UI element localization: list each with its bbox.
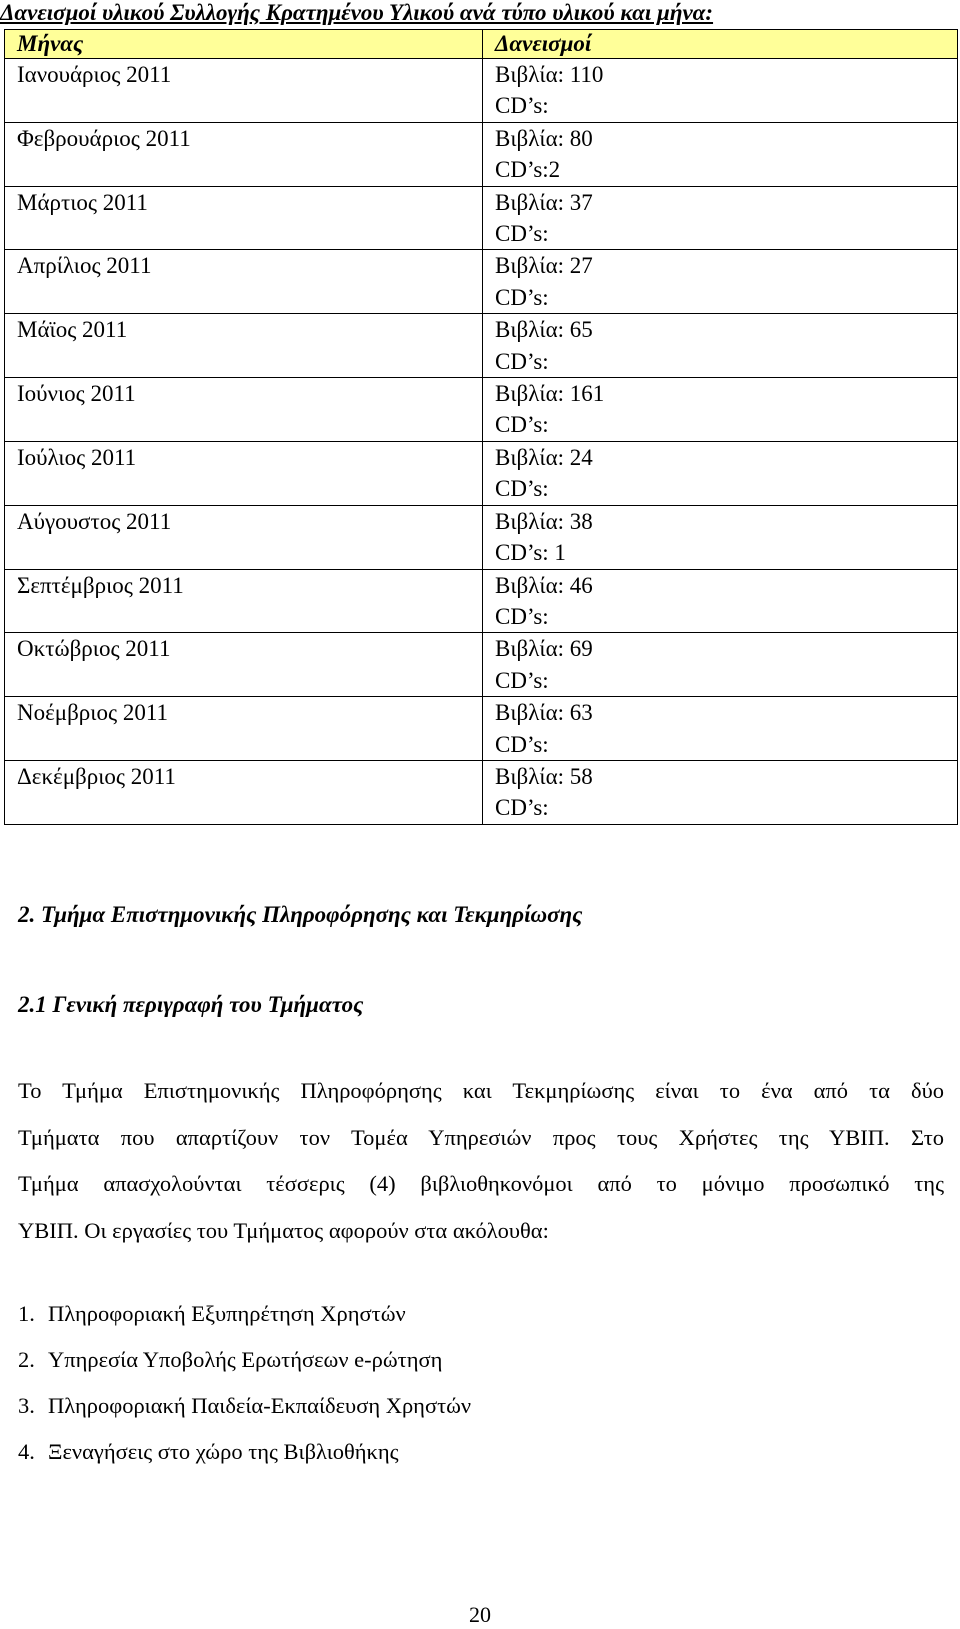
- month-cell: Οκτώβριος 2011: [5, 633, 483, 697]
- month-cell: Μάρτιος 2011: [5, 186, 483, 250]
- list-item-text: Ξεναγήσεις στο χώρο της Βιβλιοθήκης: [48, 1439, 399, 1464]
- list-item-text: Υπηρεσία Υποβολής Ερωτήσεων e-ρώτηση: [48, 1347, 443, 1372]
- list-item: [18, 1393, 471, 1439]
- cds-count: CD’s:: [495, 476, 549, 502]
- cds-count: CD’s:: [495, 348, 549, 374]
- table-row: [5, 633, 958, 697]
- table-row: [5, 569, 958, 633]
- books-count: Βιβλία: 46: [495, 572, 593, 598]
- table-header-row: [5, 30, 958, 59]
- loans-cell: [483, 314, 958, 378]
- header-loans: Δανεισμοί: [483, 30, 958, 59]
- table-heading: Δανεισμοί υλικού Συλλογής Κρατημένου Υλικού ανά τύπο υλικού και μήνα:: [0, 0, 714, 25]
- books-count: Βιβλία: 58: [495, 763, 593, 789]
- cds-count: CD’s:2: [495, 157, 561, 183]
- list-item: [18, 1347, 471, 1393]
- cds-count: CD’s: 1: [495, 540, 566, 566]
- cds-count: CD’s:: [495, 284, 549, 310]
- loans-cell: [483, 633, 958, 697]
- month-cell: Νοέμβριος 2011: [5, 697, 483, 761]
- paragraph-line: ΥΒΙΠ. Οι εργασίες του Τμήματος αφορούν στα ακόλουθα:: [18, 1217, 549, 1243]
- books-count: Βιβλία: 110: [495, 62, 604, 87]
- table-row: [5, 59, 958, 123]
- month-cell: Ιούνιος 2011: [5, 378, 483, 442]
- loans-cell: [483, 760, 958, 824]
- list-item-number: 4.: [18, 1439, 35, 1464]
- books-count: Βιβλία: 27: [495, 253, 593, 279]
- loans-cell: [483, 378, 958, 442]
- books-count: Βιβλία: 38: [495, 508, 593, 534]
- tasks-list: [18, 1301, 471, 1485]
- loans-cell: [483, 569, 958, 633]
- subsection-title: 2.1 Γενική περιγραφή του Τμήματος: [18, 992, 364, 1017]
- month-cell: Φεβρουάριος 2011: [5, 122, 483, 186]
- books-count: Βιβλία: 24: [495, 444, 593, 470]
- loans-table: [4, 29, 958, 825]
- loans-cell: [483, 186, 958, 250]
- table-row: [5, 250, 958, 314]
- month-cell: Μάϊος 2011: [5, 314, 483, 378]
- page-number: 20: [469, 1602, 491, 1627]
- books-count: Βιβλία: 63: [495, 700, 593, 726]
- table-row: [5, 378, 958, 442]
- list-item-number: 3.: [18, 1393, 35, 1418]
- books-count: Βιβλία: 37: [495, 189, 593, 215]
- cds-count: CD’s:: [495, 795, 549, 821]
- table-row: [5, 314, 958, 378]
- loans-cell: [483, 505, 958, 569]
- list-item-number: 1.: [18, 1301, 35, 1326]
- paragraph-line: Τμήμα απασχολούνται τέσσερις (4) βιβλιοθηκονόμοι από το μόνιμο προσωπικό της: [18, 1171, 944, 1196]
- loans-cell: [483, 441, 958, 505]
- books-count: Βιβλία: 69: [495, 636, 593, 662]
- list-item-number: 2.: [18, 1347, 35, 1372]
- loans-cell: [483, 697, 958, 761]
- loans-cell: [483, 250, 958, 314]
- month-cell: Ιανουάριος 2011: [5, 59, 483, 123]
- header-month: Μήνας: [5, 30, 483, 59]
- table-row: [5, 505, 958, 569]
- cds-count: CD’s:: [495, 667, 549, 693]
- paragraph-line: Το Τμήμα Επιστημονικής Πληροφόρησης και Τεκμηρίωσης είναι το ένα από τα δύο: [18, 1078, 944, 1103]
- month-cell: Σεπτέμβριος 2011: [5, 569, 483, 633]
- books-count: Βιβλία: 161: [495, 381, 605, 407]
- loans-cell: [483, 59, 958, 123]
- books-count: Βιβλία: 80: [495, 125, 593, 151]
- cds-count: CD’s:: [495, 603, 549, 629]
- cds-count: CD’s:: [495, 221, 549, 247]
- books-count: Βιβλία: 65: [495, 317, 593, 343]
- table-row: [5, 441, 958, 505]
- loans-cell: [483, 122, 958, 186]
- table-row: [5, 186, 958, 250]
- list-item-text: Πληροφοριακή Παιδεία-Εκπαίδευση Χρηστών: [48, 1393, 472, 1418]
- description-paragraph: [18, 1068, 944, 1254]
- month-cell: Δεκέμβριος 2011: [5, 760, 483, 824]
- paragraph-line: Τμήματα που απαρτίζουν τον Τομέα Υπηρεσιών προς τους Χρήστες της ΥΒΙΠ. Στο: [18, 1124, 944, 1150]
- month-cell: Απρίλιος 2011: [5, 250, 483, 314]
- table-row: [5, 697, 958, 761]
- cds-count: CD’s:: [495, 731, 549, 757]
- list-item: [18, 1301, 471, 1347]
- table-row: [5, 760, 958, 824]
- month-cell: Αύγουστος 2011: [5, 505, 483, 569]
- cds-count: CD’s:: [495, 93, 549, 119]
- month-cell: Ιούλιος 2011: [5, 441, 483, 505]
- table-row: [5, 122, 958, 186]
- list-item: [18, 1439, 471, 1485]
- list-item-text: Πληροφοριακή Εξυπηρέτηση Χρηστών: [48, 1301, 406, 1326]
- cds-count: CD’s:: [495, 412, 549, 438]
- section-title: 2. Τμήμα Επιστημονικής Πληροφόρησης και Τεκμηρίωσης: [18, 902, 583, 927]
